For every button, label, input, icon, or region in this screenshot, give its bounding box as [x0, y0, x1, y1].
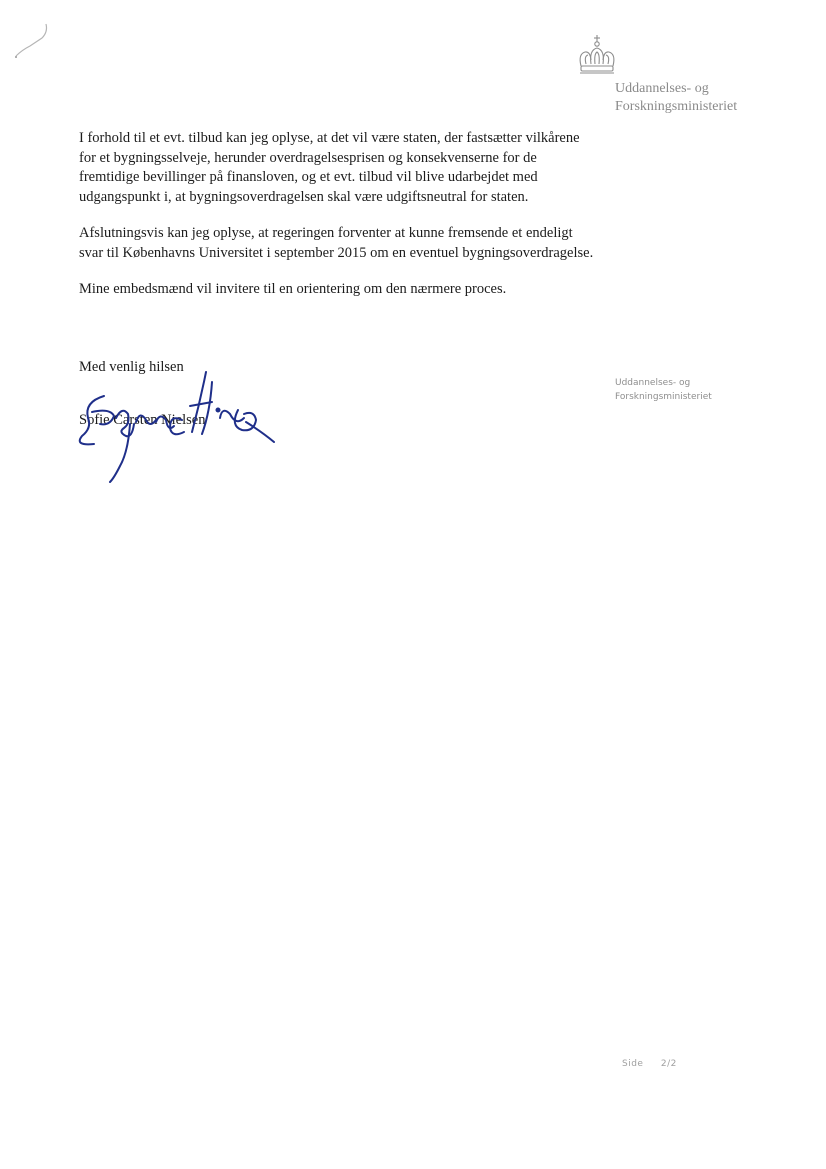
paragraph-invitation: Mine embedsmænd vil invitere til en orientering om den nærmere proces.: [79, 281, 507, 297]
page-number: [622, 1059, 677, 1069]
paragraph-conclusion: Afslutningsvis kan jeg oplyse, at regeringen forventer at kunne fremsende et endeligt svar til Københavns Universitet i september 2015 om en eventuel bygningsoverdragelse.: [79, 225, 594, 261]
scan-artifact-mark: [10, 18, 55, 63]
page-value: 2/2: [660, 1059, 677, 1069]
ministry-header: [615, 80, 737, 116]
ministry-side-block: [615, 376, 712, 404]
ministry-header-line1: Uddannelses- og: [615, 81, 709, 96]
ministry-side-line1: Uddannelses- og: [615, 378, 691, 388]
closing-greeting: Med venlig hilsen: [79, 359, 184, 375]
ministry-header-line2: Forskningsministeriet: [615, 99, 738, 114]
handwritten-signature: [70, 362, 280, 487]
paragraph-offer: I forhold til et evt. tilbud kan jeg oplyse, at det vil være staten, der fastsætter vilkårene for et bygningsselveje, herunder overdragelsesprisen og konsekvenserne for de fremtidige bevillinger på finansloven, og et evt. tilbud vil blive udarbejdet med udgangspunkt i, at bygningsoverdragelsen skal være udgiftsneutral for staten.: [79, 130, 580, 205]
ministry-side-line2: Forskningsministeriet: [615, 392, 712, 402]
page-label: Side: [622, 1059, 644, 1069]
signer-name: Sofie Carsten Nielsen: [79, 412, 206, 428]
letter-body: [79, 129, 599, 317]
crown-logo-icon: [575, 34, 619, 78]
